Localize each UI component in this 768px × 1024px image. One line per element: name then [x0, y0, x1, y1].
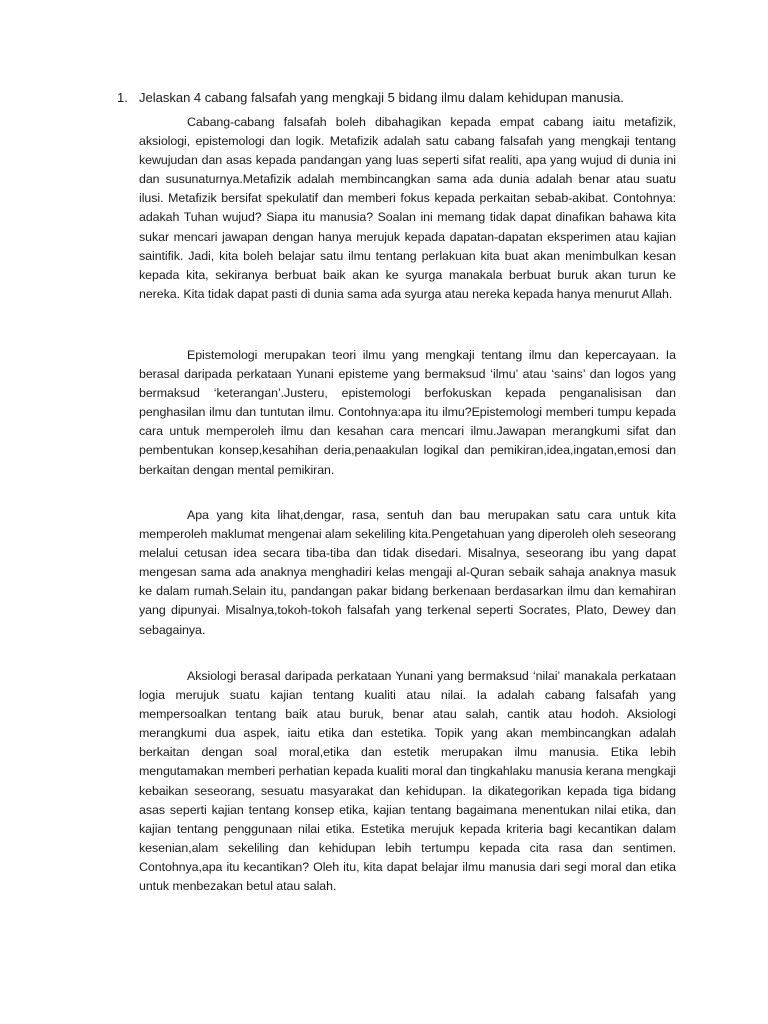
paragraph-epistemologi: Epistemologi merupakan teori ilmu yang mengkaji tentang ilmu dan kepercayaan. Ia berasal daripada perkataan Yunani episteme yang bermaksud ‘ilmu’ atau ‘sains’ dan logos yang bermaksud ‘keterangan’.Justeru, epistemologi berfokuskan kepada penganalisisan dan penghasilan ilmu dan tuntutan ilmu. Contohnya:apa itu ilmu?Epistemologi memberi tumpu kepada cara untuk memperoleh ilmu dan kesahan cara mencari ilmu.Jawapan merangkumi sifat dan pembentukan konsep,kesahihan deria,penaakulan logikal dan pemikiran,idea,ingatan,emosi dan berkaitan dengan mental pemikiran.: [139, 348, 676, 477]
question-number: 1.: [117, 90, 128, 105]
paragraph-metafizik: Cabang-cabang falsafah boleh dibahagikan kepada empat cabang iaitu metafizik, aksiologi, epistemologi dan logik. Metafizik adalah satu cabang falsafah yang mengkaji tentang kewujudan dan asas kepada pandangan yang luas seperti sifat realiti, apa yang wujud di dunia ini dan susunaturnya.Metafizik adalah membincangkan sama ada dunia adalah benar atau suatu ilusi. Metafizik bersifat spekulatif dan memberi fokus kepada perkaitan sebab-akibat. Contohnya: adakah Tuhan wujud? Siapa itu manusia? Soalan ini memang tidak dapat dinafikan bahawa kita sukar mencari jawapan dengan hanya merujuk kepada dapatan-dapatan eksperimen atau kajian saintifik. Jadi, kita boleh belajar satu ilmu tentang perlakuan kita buat akan menimbulkan kesan kepada kita, sekiranya berbuat baik akan ke syurga manakala berbuat buruk akan turun ke nereka. Kita tidak dapat pasti di dunia sama ada syurga atau nereka kepada hanya menurut Allah.: [139, 115, 676, 301]
paragraph-aksiologi: Aksiologi berasal daripada perkataan Yunani yang bermaksud ‘nilai’ manakala perkataan logia merujuk suatu kajian tentang kualiti atau nilai. Ia adalah cabang falsafah yang mempersoalkan tentang baik atau buruk, benar atau salah, cantik atau hodoh. Aksiologi merangkumi dua aspek, iaitu etika dan estetika. Topik yang akan membincangkan adalah berkaitan dengan soal moral,etika dan estetik merupakan ilmu manusia. Etika lebih mengutamakan memberi perhatian kepada kualiti moral dan tingkahlaku manusia kerana mengkaji kebaikan seseorang, sesuatu masyarakat dan kehidupan. Ia dikategorikan kepada tiga bidang asas seperti kajian tentang konsep etika, kajian tentang bagaimana menentukan nilai etika, dan kajian tentang penggunaan nilai etika. Estetika merujuk kepada kriteria bagi kecantikan dalam kesenian,alam sekeliling dan kehidupan lebih tertumpu kepada cita rasa dan sentimen. Contohnya,apa itu kecantikan? Oleh itu, kita dapat belajar ilmu manusia dari segi moral dan etika untuk menbezakan betul atau salah.: [139, 669, 676, 894]
question-text: Jelaskan 4 cabang falsafah yang mengkaji 5 bidang ilmu dalam kehidupan manusia.: [139, 90, 624, 105]
paragraph-pengetahuan: Apa yang kita lihat,dengar, rasa, sentuh dan bau merupakan satu cara untuk kita memperoleh maklumat mengenai alam sekeliling kita.Pengetahuan yang diperoleh oleh seseorang melalui cetusan idea secara tiba-tiba dan tidak disedari. Misalnya, seseorang ibu yang dapat mengesan sama ada anaknya menghadiri kelas mengaji al-Quran sebaik sahaja anaknya masuk ke dalam rumah.Selain itu, pandangan pakar bidang berkenaan berdasarkan ilmu dan kemahiran yang dipunyai. Misalnya,tokoh-tokoh falsafah yang terkenal seperti Socrates, Plato, Dewey dan sebagainya.: [139, 508, 676, 637]
question-heading: [117, 88, 677, 107]
